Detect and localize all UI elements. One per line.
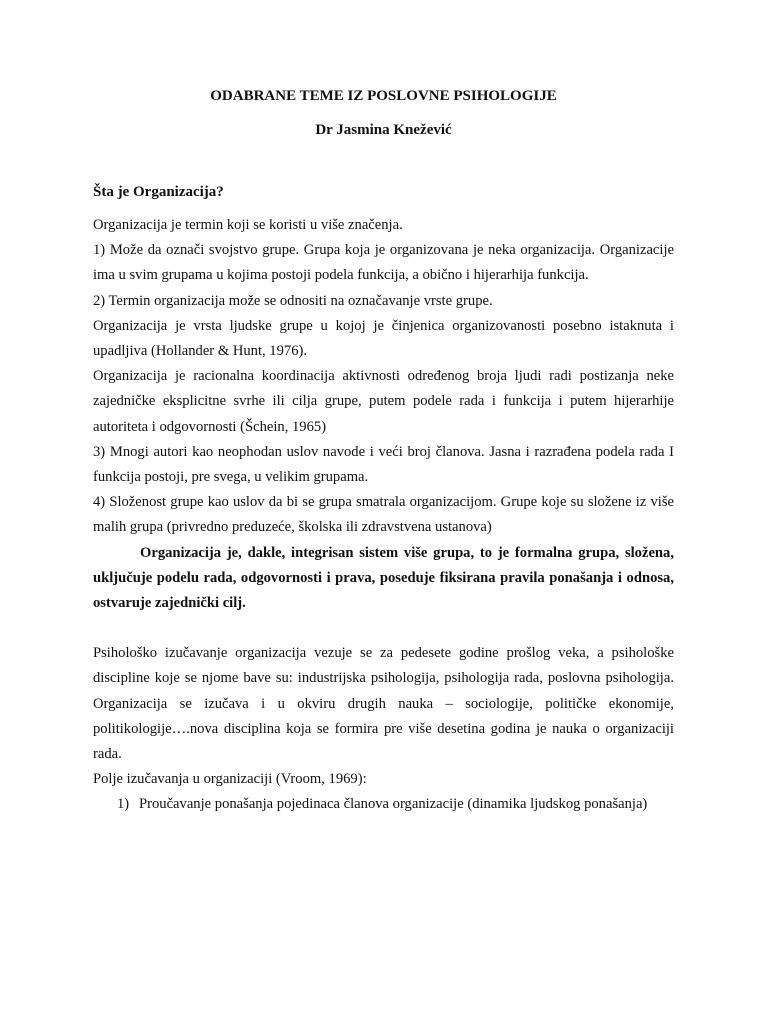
list-item-text: Proučavanje ponašanja pojedinaca članova organizacije (dinamika ljudskog ponašanja)	[139, 796, 648, 813]
definition-paragraph: Organizacija je, dakle, integrisan sistem više grupa, to je formalna grupa, složena, uključuje podelu rada, odgovornosti i prava, poseduje fiksirana pravila ponašanja i odnosa, ostvaruje zajednički cilj.	[93, 544, 674, 612]
document-title: ODABRANE TEME IZ POSLOVNE PSIHOLOGIJE	[210, 88, 557, 104]
spacer	[93, 616, 674, 641]
document-author: Dr Jasmina Knežević	[315, 122, 452, 138]
paragraph: 4) Složenost grupe kao uslov da bi se grupa smatrala organizacijom. Grupe koje su složene iz više malih grupa (privredno preduzeće, školska ili zdravstvena ustanova)	[93, 494, 674, 536]
list-item-number: 1)	[117, 796, 130, 813]
paragraph: Psihološko izučavanje organizacija vezuje se za pedesete godine prošlog veka, a psihološke discipline koje se njome bave su: industrijska psihologija, psihologija rada, poslovna psihologija. Organizacija se izučava i u okviru drugih nauka – sociologije, političke ekonomije, politikologije….nova disciplina koja se formira pre više desetina godina je nauka o organizaciji rada.	[93, 645, 674, 763]
section-heading: Šta je Organizacija?	[93, 184, 224, 200]
paragraph: Organizacija je vrsta ljudske grupe u kojoj je činjenica organizovanosti posebno istaknuta i upadljiva (Hollander & Hunt, 1976).	[93, 317, 674, 360]
paragraph: Polje izučavanja u organizaciji (Vroom, 1969):	[93, 771, 367, 788]
paragraph: 3) Mnogi autori kao neophodan uslov navode i veći broj članova. Jasna i razrađena podela rada I funkcija postoji, pre svega, u velikim grupama.	[93, 443, 674, 486]
list-item	[93, 792, 674, 817]
paragraph: Organizacija je termin koji se koristi u više značenja.	[93, 217, 403, 233]
numbered-list	[93, 792, 674, 817]
paragraph: Organizacija je racionalna koordinacija aktivnosti određenog broja ljudi radi postizanja neke zajedničke eksplicitne svrhe ili cilja grupe, putem podele rada i funkcija i putem hijerarhije autoriteta i odgovornosti (Šchein, 1965)	[93, 368, 674, 435]
paragraph: 1) Može da označi svojstvo grupe. Grupa koja je organizovana je neka organizacija. Organizacije ima u svim grupama u kojima postoji podela funkcija, a obično i hijerarhija funkcija.	[93, 242, 674, 284]
document-body	[93, 213, 674, 818]
paragraph: 2) Termin organizacija može se odnositi na označavanje vrste grupe.	[93, 292, 493, 309]
